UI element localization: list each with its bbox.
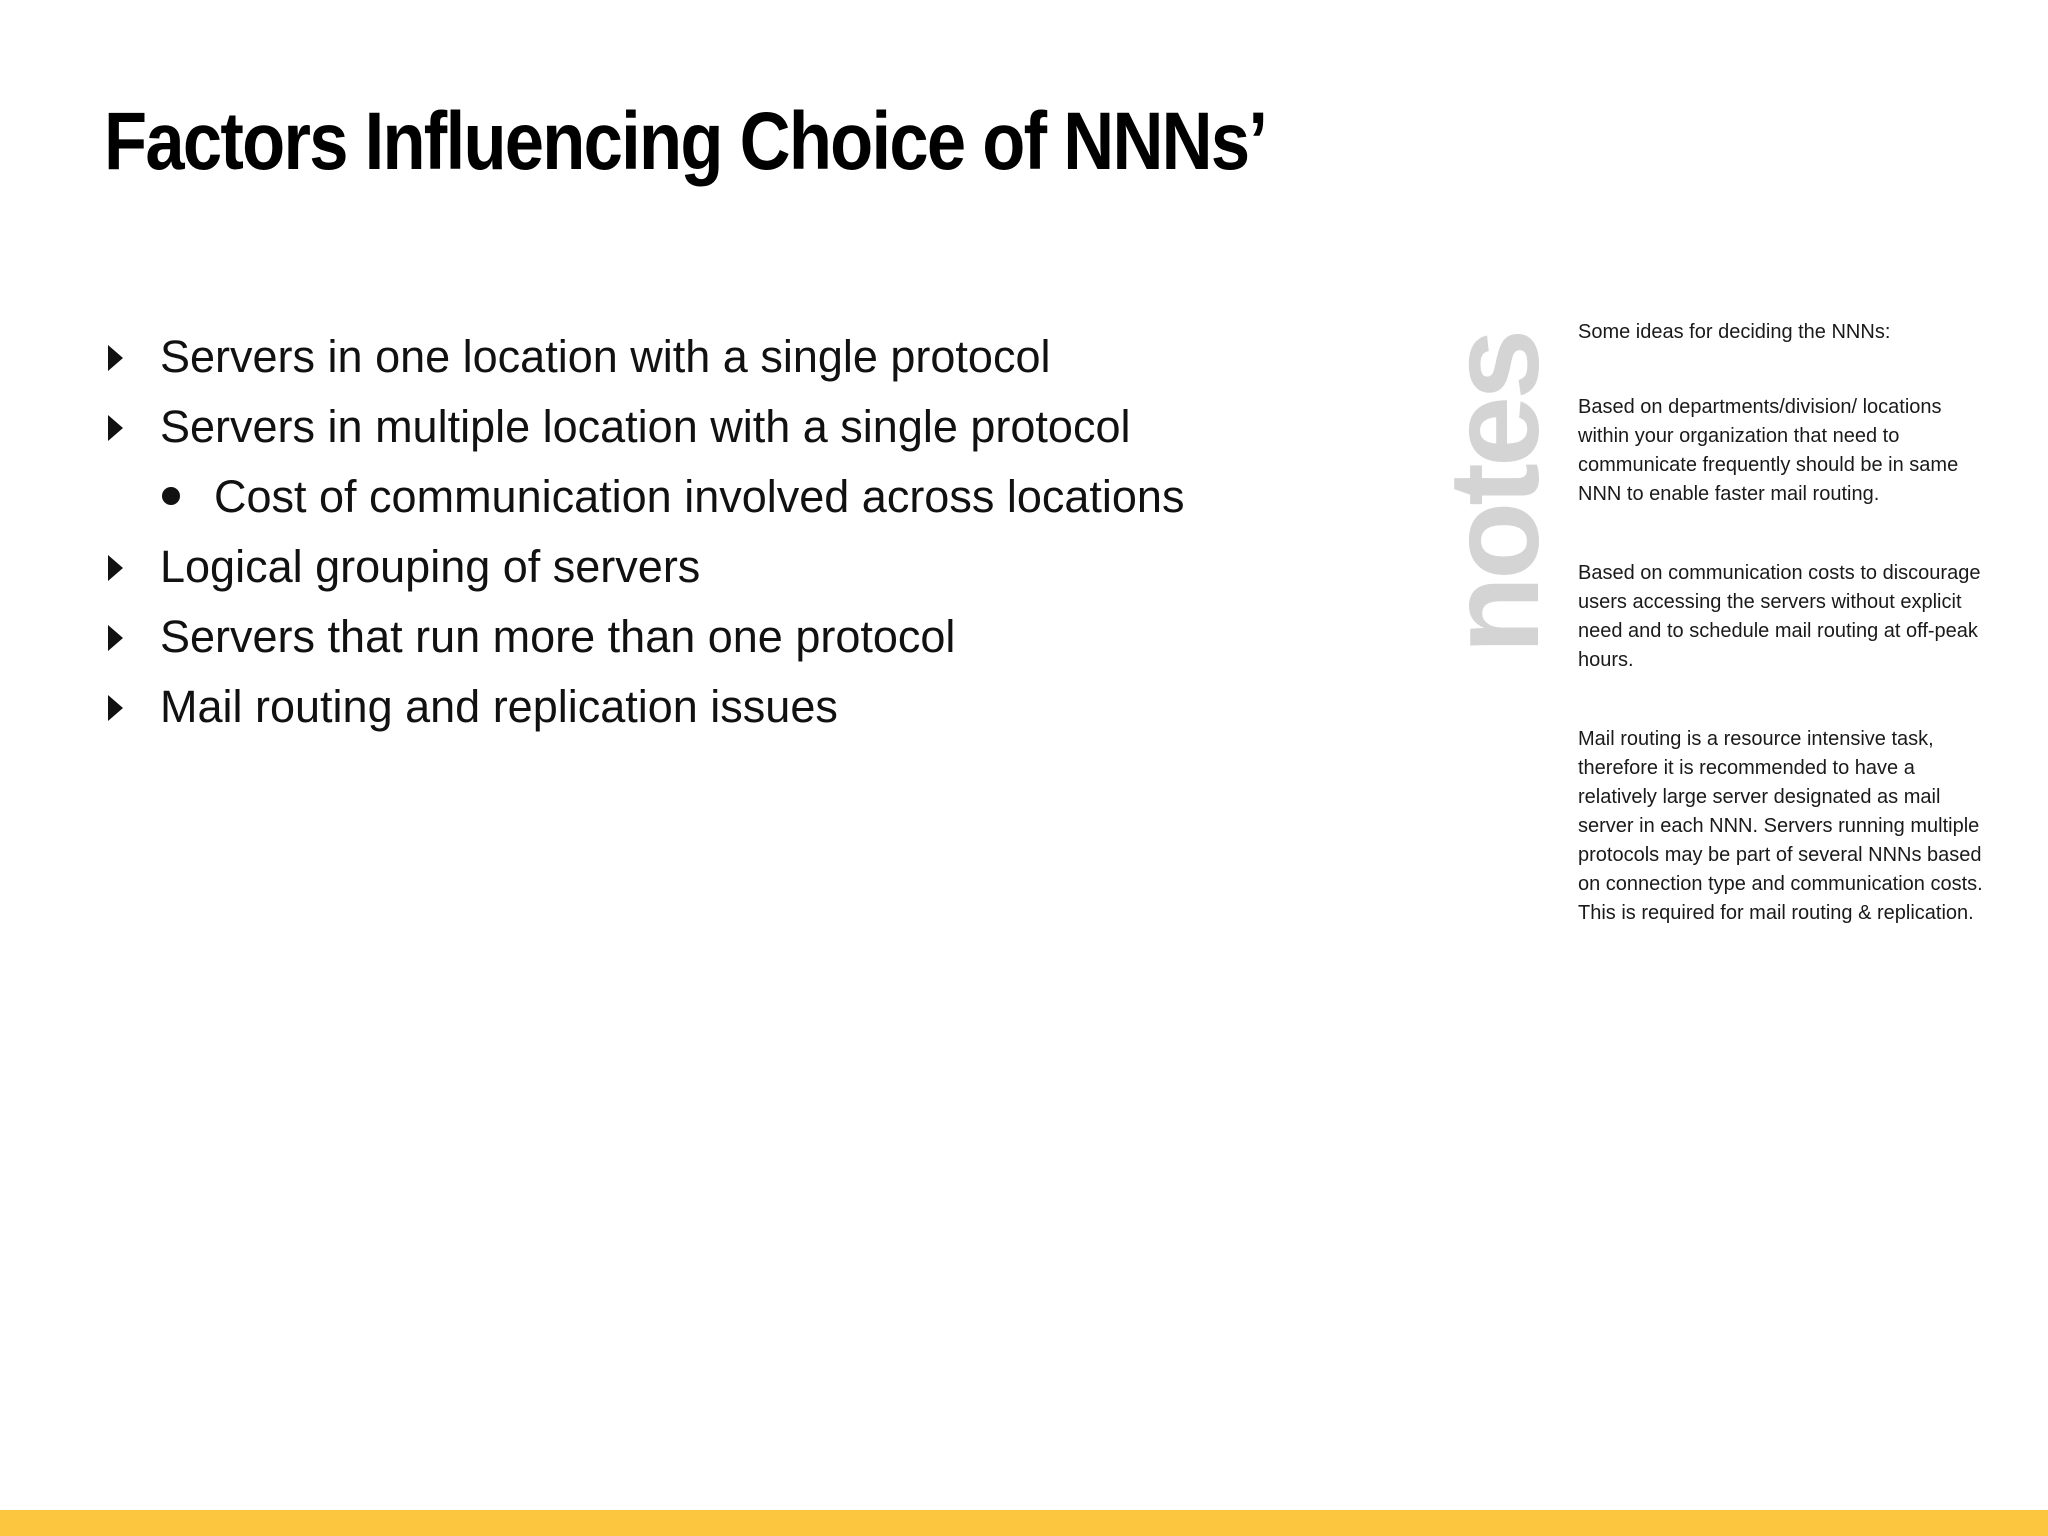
notes-vertical-label <box>1423 320 1566 660</box>
notes-paragraph: Mail routing is a resource intensive task, therefore it is recommended to have a relatively large server designated as mail server in each NNN. Servers running multiple protocols may be part of several NNNs based on connection type and communication costs. This is required for mail routing & replication. <box>1578 728 1983 924</box>
bullet-item <box>104 322 1404 392</box>
dot-bullet-icon <box>162 462 202 532</box>
bullet-item <box>104 532 1404 602</box>
slide-title: Factors Influencing Choice of NNNs’ <box>104 96 1267 187</box>
notes-paragraph: Based on departments/division/ locations within your organization that need to communicate frequently should be in same NNN to enable faster mail routing. <box>1578 396 1959 505</box>
bullet-text: Servers in multiple location with a single protocol <box>160 401 1131 452</box>
triangle-bullet-icon <box>104 392 144 462</box>
bullet-text: Mail routing and replication issues <box>160 681 838 732</box>
bullet-list <box>104 322 1404 742</box>
bullet-text: Servers that run more than one protocol <box>160 611 956 662</box>
triangle-bullet-icon <box>104 602 144 672</box>
notes-panel <box>1578 318 1998 978</box>
triangle-bullet-icon <box>104 532 144 602</box>
bullet-item <box>104 602 1404 672</box>
notes-label-text: notes <box>1423 332 1566 654</box>
bullet-item <box>104 672 1404 742</box>
bullet-text: Logical grouping of servers <box>160 541 701 592</box>
notes-heading: Some ideas for deciding the NNNs: <box>1578 321 1891 343</box>
triangle-bullet-icon <box>104 322 144 392</box>
bullet-text: Servers in one location with a single protocol <box>160 331 1051 382</box>
footer-accent-bar <box>0 1510 2048 1536</box>
sub-bullet-text: Cost of communication involved across locations <box>214 471 1185 522</box>
triangle-bullet-icon <box>104 672 144 742</box>
sub-bullet-item <box>104 462 1404 532</box>
bullet-item <box>104 392 1404 462</box>
notes-paragraph: Based on communication costs to discourage users accessing the servers without explicit need and to schedule mail routing at off-peak hours. <box>1578 562 1981 671</box>
